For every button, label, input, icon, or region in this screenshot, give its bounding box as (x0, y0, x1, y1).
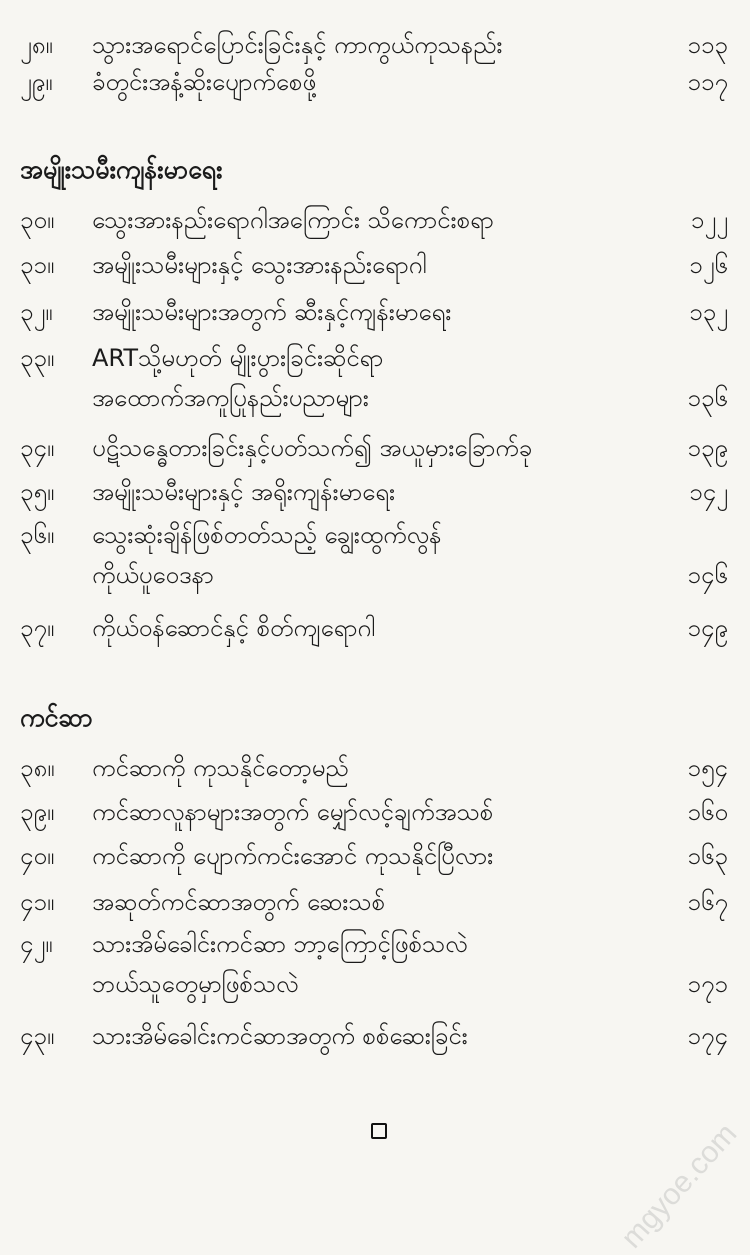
entry-title-continued: ဘယ်သူတွေမှာဖြစ်သလဲ (92, 970, 299, 998)
entry-number: ၄၂။ (20, 930, 53, 958)
entry-title: သားအိမ်ခေါင်းကင်ဆာအတွက် စစ်ဆေးခြင်း (92, 1022, 468, 1050)
entry-page-number: ၁၃၉ (687, 434, 728, 462)
entry-number: ၂၈။ (20, 31, 53, 59)
entry-number: ၃၀။ (20, 206, 55, 234)
entry-title: ကင်ဆာကို ကုသနိုင်တော့မည် (92, 754, 349, 782)
toc-entry[interactable] (0, 200, 750, 240)
entry-title: ကင်ဆာလူနာများအတွက် မျှော်လင့်ချက်အသစ် (92, 798, 494, 826)
entry-title: သွေးဆုံးချိန်ဖြစ်တတ်သည့် ချွေးထွက်လွန် (92, 521, 442, 549)
entry-number: ၃၉။ (20, 798, 55, 826)
entry-page-number: ၁၇၄ (687, 1022, 728, 1050)
toc-entry[interactable] (0, 1016, 750, 1056)
entry-number: ၄၁။ (20, 888, 55, 916)
entry-page-number: ၁၂၂ (690, 206, 728, 234)
entry-number: ၃၅။ (20, 478, 55, 506)
section-heading: ကင်ဆာ (20, 703, 93, 732)
entry-page-number: ၁၄၂ (689, 478, 728, 506)
entry-page-number: ၁၄၆ (687, 561, 728, 589)
entry-title-continued: ကိုယ်ပူဝေဒနာ (92, 561, 214, 589)
entry-number: ၄၃။ (20, 1022, 55, 1050)
entry-page-number: ၁၆၀ (687, 798, 728, 826)
entry-title: အမျိုးသမီးများနှင့် သွေးအားနည်းရောဂါ (92, 251, 427, 279)
entry-page-number: ၁၆၇ (687, 888, 728, 916)
entry-page-number: ၁၂၆ (689, 251, 728, 279)
entry-number: ၃၃။ (20, 344, 55, 372)
entry-number: ၃၇။ (20, 614, 55, 642)
entry-title: ပဋိသန္ဓေတားခြင်းနှင့်ပတ်သက်၍ အယူမှားခြောက်ခု (92, 434, 533, 462)
entry-page-number: ၁၃၂ (689, 298, 728, 326)
toc-entry[interactable] (0, 292, 750, 332)
toc-entry[interactable] (0, 924, 750, 1004)
toc-entry[interactable] (0, 882, 750, 922)
toc-entry[interactable] (0, 428, 750, 468)
toc-entry[interactable] (0, 245, 750, 285)
entry-title: သွားအရောင်ပြောင်းခြင်းနှင့် ကာကွယ်ကုသနည်း (92, 31, 503, 59)
entry-number: ၃၆။ (20, 521, 55, 549)
entry-number: ၃၄။ (20, 434, 55, 462)
entry-number: ၃၈။ (20, 754, 55, 782)
entry-number: ၃၂။ (20, 298, 53, 326)
entry-page-number: ၁၇၁ (687, 970, 728, 998)
toc-entry[interactable] (0, 338, 750, 418)
entry-title: ကိုယ်ဝန်ဆောင်နှင့် စိတ်ကျရောဂါ (92, 614, 376, 642)
toc-entry[interactable] (0, 792, 750, 832)
entry-page-number: ၁၄၉ (687, 614, 728, 642)
entry-page-number: ၁၁၇ (687, 68, 728, 96)
entry-title: သားအိမ်ခေါင်းကင်ဆာ ဘာ့ကြောင့်ဖြစ်သလဲ (92, 930, 468, 958)
entry-title: အဆုတ်ကင်ဆာအတွက် ဆေးသစ် (92, 888, 386, 916)
toc-entry[interactable] (0, 472, 750, 512)
entry-title: အမျိုးသမီးများအတွက် ဆီးနှင့်ကျန်းမာရေး (92, 298, 452, 326)
toc-entry[interactable] (0, 515, 750, 595)
toc-entry[interactable] (0, 25, 750, 65)
entry-number: ၃၁။ (20, 251, 55, 279)
entry-title: သွေးအားနည်းရောဂါအကြောင်း သိကောင်းစရာ (92, 206, 494, 234)
entry-number: ၄၀။ (20, 842, 55, 870)
entry-title: ကင်ဆာကို ပျောက်ကင်းအောင် ကုသနိုင်ပြီလား (92, 842, 494, 870)
entry-page-number: ၁၃၆ (687, 384, 728, 412)
entry-title: ခံတွင်းအနံ့ဆိုးပျောက်စေဖို့ (92, 68, 317, 96)
entry-page-number: ၁၅၄ (687, 754, 728, 782)
toc-entry[interactable] (0, 62, 750, 102)
watermark: mgyoe.com (614, 1117, 744, 1255)
toc-entry[interactable] (0, 836, 750, 876)
end-of-section-square-icon (371, 1123, 387, 1139)
toc-entry[interactable] (0, 748, 750, 788)
section-heading: အမျိုးသမီးကျန်းမာရေး (20, 155, 223, 184)
entry-title-continued: အထောက်အကူပြုနည်းပညာများ (92, 384, 369, 412)
entry-page-number: ၁၁၃ (687, 31, 728, 59)
entry-title: ARTသို့မဟုတ် မျိုးပွားခြင်းဆိုင်ရာ (92, 344, 384, 372)
toc-entry[interactable] (0, 608, 750, 648)
entry-title: အမျိုးသမီးများနှင့် အရိုးကျန်းမာရေး (92, 478, 396, 506)
entry-page-number: ၁၆၃ (687, 842, 728, 870)
entry-number: ၂၉။ (20, 68, 53, 96)
